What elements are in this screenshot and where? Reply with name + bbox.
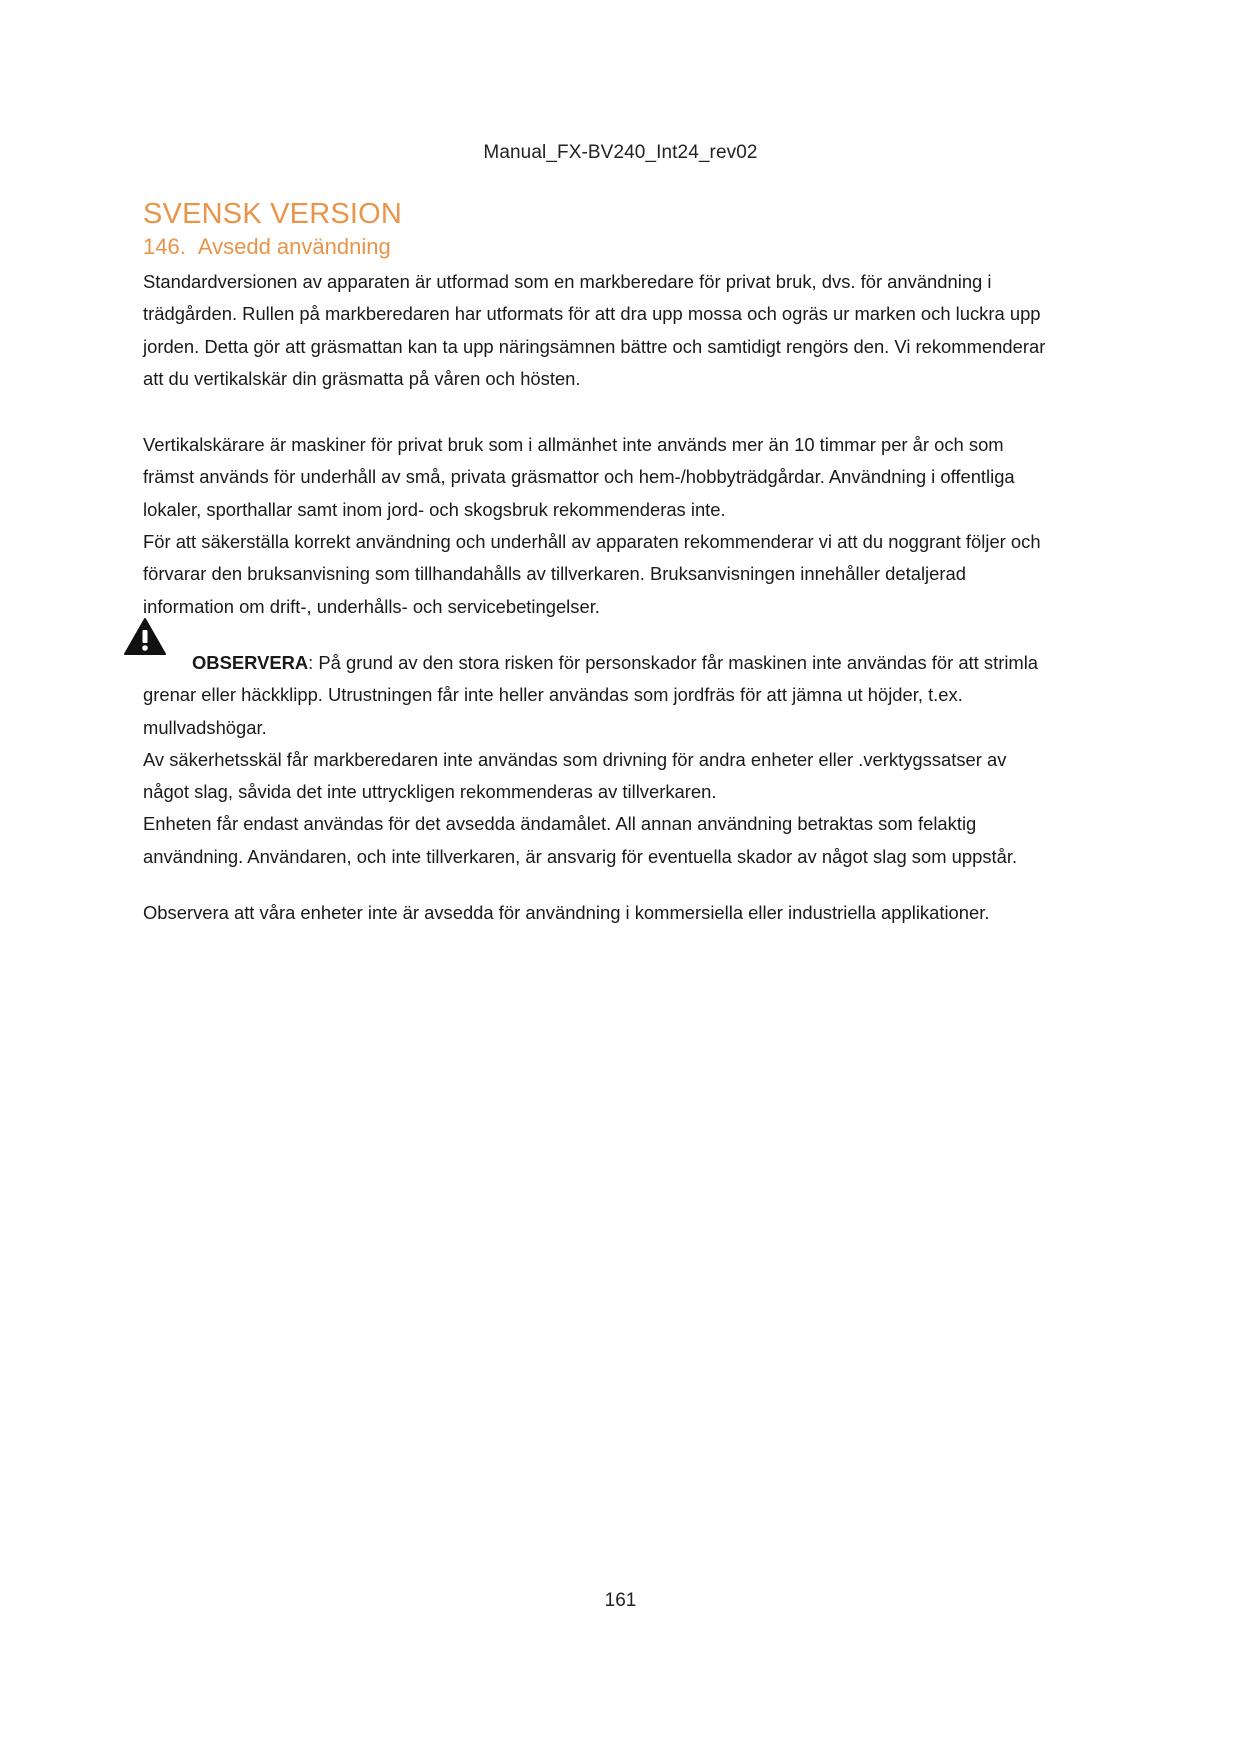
spacer xyxy=(143,395,1048,429)
paragraph-manual-advice: För att säkerställa korrekt användning och underhåll av apparaten rekommenderar vi att du noggrant följer och förvarar den bruksanvisning som tillhandahålls av tillverkaren. Bruksanvisningen innehåller detaljerad information om drift-, underhålls- och servicebetingelser. xyxy=(143,531,1041,617)
warning-triangle-icon xyxy=(123,617,167,657)
spacer xyxy=(143,623,1048,647)
warning-block xyxy=(143,647,1048,744)
document-id: Manual_FX-BV240_Int24_rev02 xyxy=(483,142,758,163)
subsection-number: 146. xyxy=(143,234,186,259)
spacer xyxy=(143,873,1048,897)
page-content xyxy=(143,196,1048,929)
warning-text: : På grund av den stora risken för personskador får maskinen inte användas för att strimla grenar eller häckklipp. Utrustningen får inte heller användas som jordfräs för att jämna ut höjder, t.ex. mullvadshögar. xyxy=(143,651,1039,738)
warning-paragraph xyxy=(143,647,1048,744)
paragraph-liability: Enheten får endast användas för det avsedda ändamålet. All annan användning betraktas som felaktig användning. Användaren, och inte tillverkaren, är ansvarig för eventuella skador av något slag som uppstår. xyxy=(143,813,1018,867)
page-header xyxy=(0,142,1241,164)
page-number-value: 161 xyxy=(604,1590,637,1611)
page-number xyxy=(0,1590,1241,1612)
warning-label: OBSERVERA xyxy=(192,651,309,673)
paragraph-intended-use: Standardversionen av apparaten är utformad som en markberedare för privat bruk, dvs. för användning i trädgården. Rullen på markberedaren har utformats för att dra upp mossa och ogräs ur marken och luckra upp jorden. Detta gör att gräsmattan kan ta upp näringsämnen bättre och samtidigt rengörs den. Vi rekommenderar att du vertikalskär din gräsmatta på våren och hösten. xyxy=(143,271,1046,389)
subsection-title xyxy=(143,232,1048,262)
subsection-title-text: Avsedd användning xyxy=(197,234,391,259)
section-title: SVENSK VERSION xyxy=(143,198,403,230)
paragraph-scarifier-usage: Vertikalskärare är maskiner för privat bruk som i allmänhet inte används mer än 10 timmar per år och som främst används för underhåll av små, privata gräsmattor och hem-/hobbyträdgårdar. Användning i offentliga lokaler, sporthallar samt inom jord- och skogsbruk rekommenderas inte. xyxy=(143,434,1015,520)
paragraph-safety-reasons: Av säkerhetsskäl får markberedaren inte användas som drivning för andra enheter eller .verktygssatser av något slag, såvida det inte uttryckligen rekommenderas av tillverkaren. xyxy=(143,748,1007,803)
paragraph-commercial-note: Observera att våra enheter inte är avsedda för användning i kommersiella eller industriella applikationer. xyxy=(143,902,990,924)
